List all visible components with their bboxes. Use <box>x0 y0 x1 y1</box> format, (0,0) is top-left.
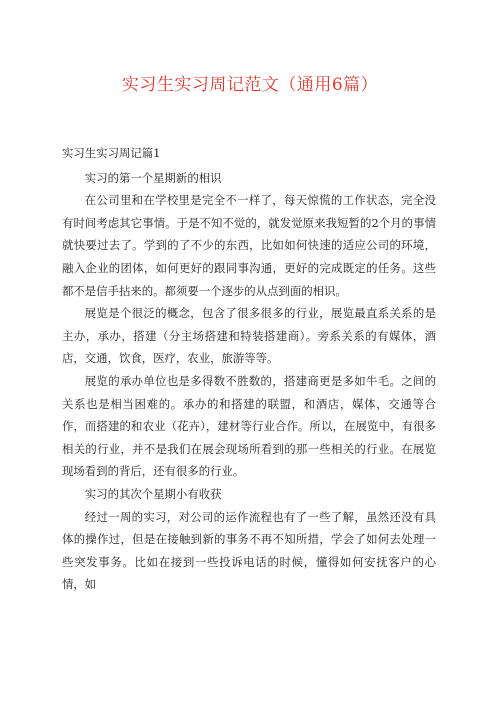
paragraph: 在公司里和在学校里是完全不一样了，每天惊慌的工作状态，完全没有时间考虑其它事情。于是不知不觉的，就发觉原来我短暂的2个月的事情就快要过去了。学到的了不少的东西，比如如何快速的适应公司的环境，融入企业的团体，如何更好的跟同事沟通，更好的完成既定的任务。这些都不是信手拈来的。都须要一个逐步的从点到面的相识。 <box>62 193 436 298</box>
subheading: 实习的第一个星期新的相识 <box>84 170 222 185</box>
paragraph: 展览的承办单位也是多得数不胜数的，搭建商更是多如牛毛。之间的关系也是相当困难的。承办的和搭建的联盟，和酒店，媒体，交通等合作，而搭建的和农业（花卉），建材等行业合作。所以，在展览中，有很多相关的行业，并不是我们在展会现场所看到的那一些相关的行业。在展览现场看到的背后，还有很多的行业。 <box>62 373 436 479</box>
paragraph: 展览是个很泛的概念，包含了很多很多的行业，展览最直系关系的是主办，承办，搭建（分主场搭建和特装搭建商）。旁系关系的有媒体，酒店，交通，饮食，医疗，农业，旅游等等。 <box>62 306 436 366</box>
section-heading: 实习生实习周记篇1 <box>62 146 161 160</box>
document-body <box>62 142 436 596</box>
subheading: 实习的其次个星期小有收获 <box>84 486 222 501</box>
paragraph: 经过一周的实习，对公司的运作流程也有了一些了解，虽然还没有具体的操作过，但是在接触到新的事务不再不知所措，学会了如何去处理一些突发事务。比如在接到一些投诉电话的时候，懂得如何安抚客户的心情，如 <box>62 509 436 592</box>
document-title: 实习生实习周记范文（通用6篇） <box>121 75 379 95</box>
